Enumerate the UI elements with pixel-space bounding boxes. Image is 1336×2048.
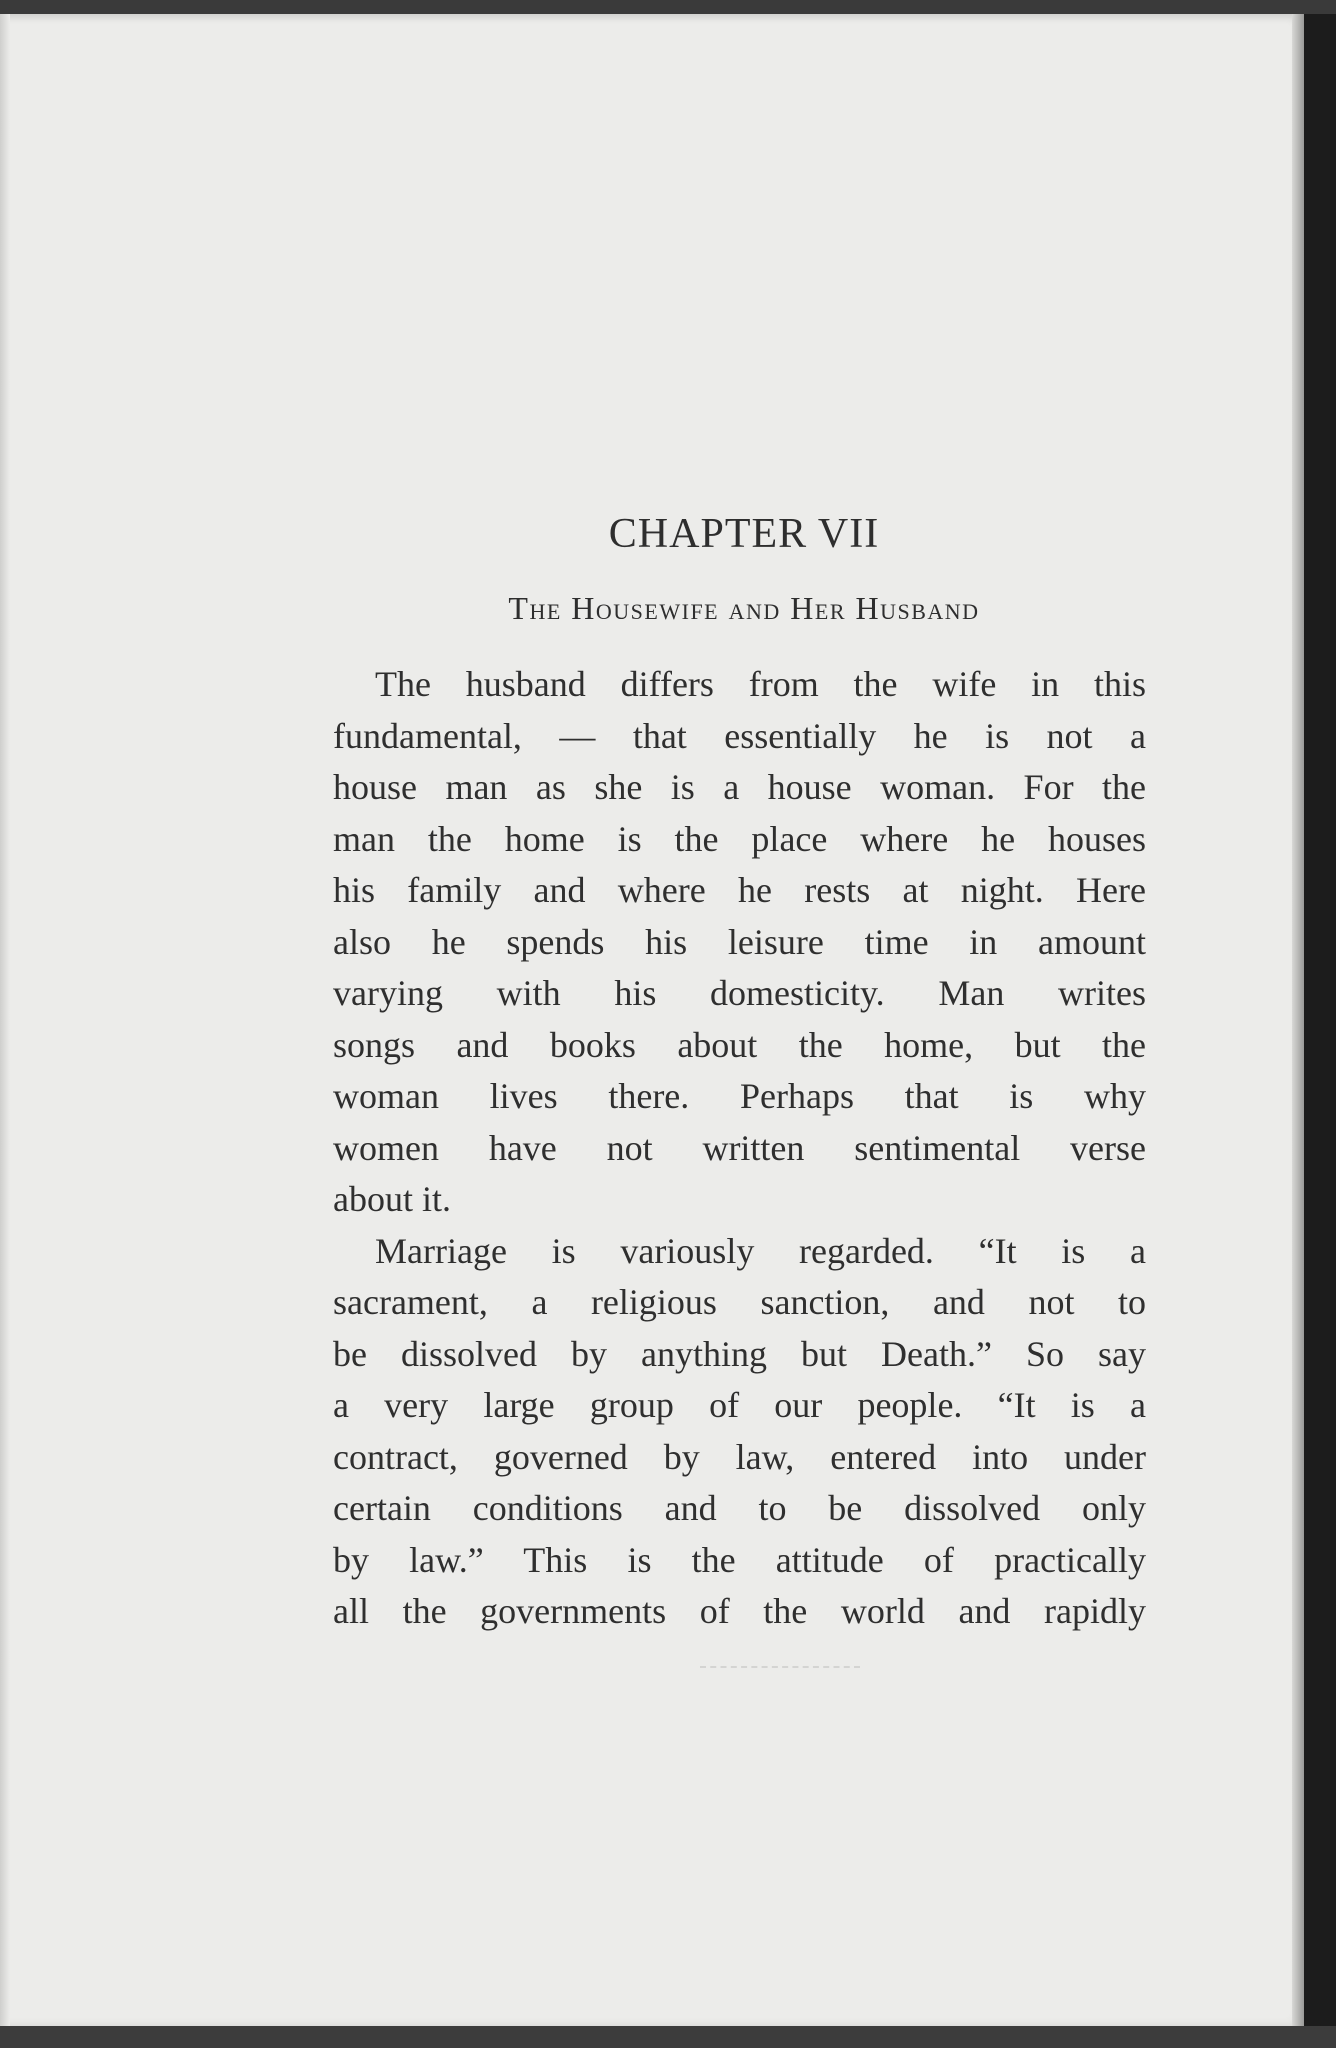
text-line: women have not written sentimental verse — [333, 1127, 1146, 1168]
text-line: fundamental, — that essentially he is not a — [333, 715, 1146, 756]
scan-right-edge — [1304, 14, 1336, 2048]
text-line: his family and where he rests at night. Here — [333, 870, 1146, 910]
text-line: all the governments of the world and rapidly — [333, 1591, 1146, 1631]
text-line: Marriage is variously regarded. “It is a — [375, 1230, 1146, 1271]
chapter-body — [333, 659, 1146, 1638]
text-line: The husband differs from the wife in this — [375, 664, 1146, 704]
page-left-edge — [0, 14, 10, 2026]
text-line: a very large group of our people. “It is a — [333, 1385, 1146, 1425]
text-line: man the home is the place where he houses — [333, 818, 1146, 859]
text-line: be dissolved by anything but Death.” So say — [333, 1333, 1146, 1374]
page-gutter-shadow — [1292, 14, 1304, 2026]
faint-rule — [700, 1666, 860, 1668]
text-line: also he spends his leisure time in amount — [333, 921, 1146, 962]
chapter-title: CHAPTER VII — [608, 511, 880, 557]
text-line: certain conditions and to be dissolved only — [333, 1488, 1146, 1528]
scan-bottom-edge — [0, 2026, 1336, 2048]
text-line: about it. — [333, 1179, 451, 1219]
text-line: contract, governed by law, entered into under — [333, 1436, 1146, 1477]
paragraph-2 — [333, 1226, 1146, 1638]
text-line: sacrament, a religious sanction, and not to — [333, 1282, 1146, 1322]
text-line: woman lives there. Perhaps that is why — [333, 1076, 1146, 1116]
text-line: house man as she is a house woman. For the — [333, 767, 1146, 807]
paragraph-1 — [333, 659, 1146, 1226]
text-line: songs and books about the home, but the — [333, 1024, 1146, 1065]
chapter-subtitle: The Housewife and Her Husband — [508, 590, 980, 626]
text-line: varying with his domesticity. Man writes — [333, 973, 1146, 1013]
text-line: by law.” This is the attitude of practically — [333, 1539, 1146, 1580]
